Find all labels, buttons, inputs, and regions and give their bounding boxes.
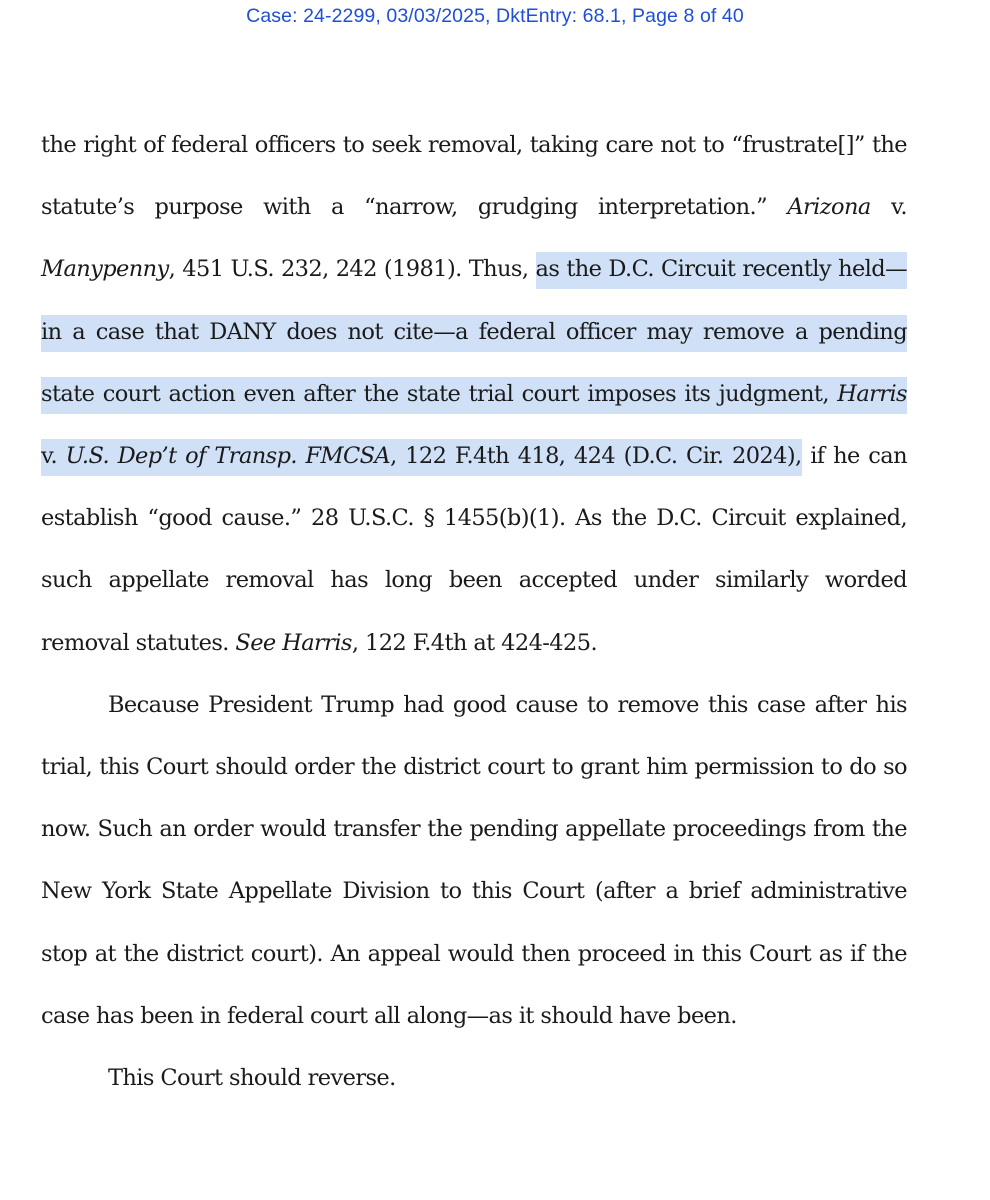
p1-case-name-arizona: Arizona bbox=[787, 194, 871, 221]
p1-see-harris: See Harris bbox=[235, 629, 352, 656]
hl-citation: , 122 F.4th 418, 424 (D.C. Cir. 2024), bbox=[390, 443, 802, 470]
paragraph-1 bbox=[41, 114, 907, 674]
p1-case-name-manypenny: Manypenny bbox=[41, 256, 169, 283]
p1-text-1: the right of federal officers to seek removal, taking care not to “frustrate[]” the statute’s purpose with a “narrow, grudging interpretation.” bbox=[41, 132, 907, 221]
paragraph-3: This Court should reverse. bbox=[108, 1065, 396, 1092]
p1-versus: v. bbox=[890, 194, 907, 221]
p1-citation-2: , 122 F.4th at 424-425. bbox=[351, 629, 598, 656]
hl-versus: v. bbox=[41, 443, 57, 470]
case-header: Case: 24-2299, 03/03/2025, DktEntry: 68.1, Page 8 of 40 bbox=[246, 5, 744, 27]
paragraph-2: Because President Trump had good cause to remove this case after his trial, this Court should order the district court to grant him permission to do so now. Such an order would transfer the pending appellate proceedings from the New York State Appellate Division to this Court (after a brief administrative stop at the district court). An appeal would then proceed in this Court as if the case has been in federal court all along—as it should have been. bbox=[41, 691, 907, 1029]
body-text bbox=[41, 114, 907, 1109]
p1-text-2: if he can establish “good cause.” 28 U.S.C. § 1455(b)(1). As the D.C. Circuit explained, such appellate removal has long been accepted under similarly worded removal statutes. bbox=[41, 443, 907, 656]
p1-citation-1: , 451 U.S. 232, 242 (1981). Thus, bbox=[168, 256, 529, 283]
hl-text-1: as the D.C. Circuit recently held—in a case that DANY does not cite—a federal officer may remove a pending state court action even after the state trial court imposes its judgment, bbox=[41, 256, 907, 407]
hl-case-name-harris: Harris bbox=[837, 380, 907, 407]
hl-case-name-dept-transp: U.S. Dep’t of Transp. FMCSA bbox=[65, 443, 391, 470]
highlighted-passage bbox=[41, 252, 907, 476]
